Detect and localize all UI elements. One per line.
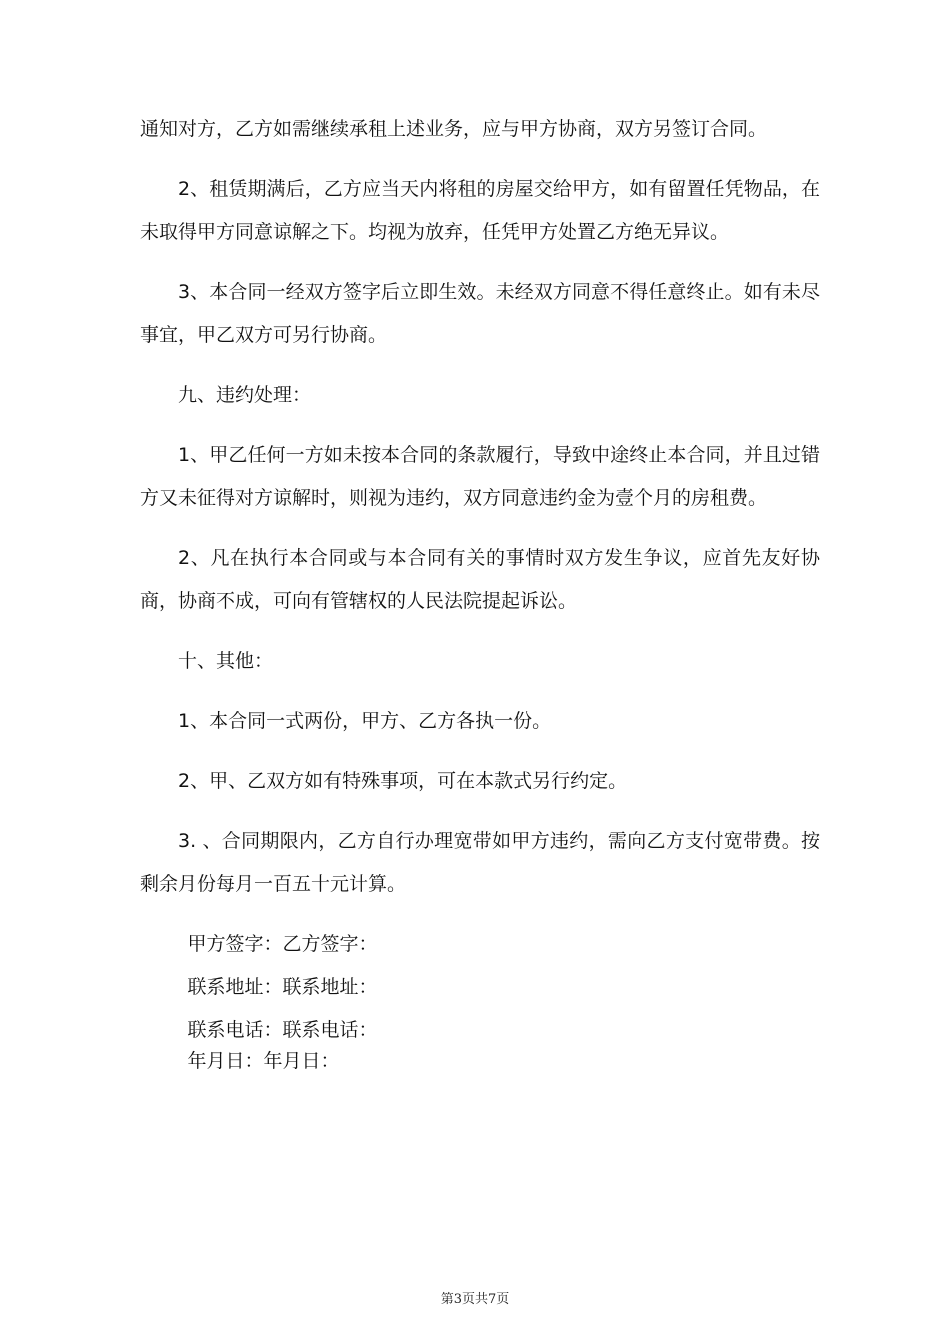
paragraph-clause-8-3: 3、本合同一经双方签字后立即生效。未经双方同意不得任意终止。如有未尽事宜，甲乙双方可另行协商。 — [140, 281, 820, 346]
paragraph-clause-9-2: 2、凡在执行本合同或与本合同有关的事情时双方发生争议，应首先友好协商，协商不成，可向有管辖权的人民法院提起诉讼。 — [140, 547, 820, 612]
signature-line-parties: 甲方签字：乙方签字： — [187, 933, 378, 955]
document-body — [140, 108, 820, 1083]
paragraph-continuation: 通知对方，乙方如需继续承租上述业务，应与甲方协商，双方另签订合同。 — [140, 118, 768, 140]
section-heading-breach: 九、违约处理： — [178, 384, 312, 406]
paragraph-clause-10-3: 3. 、合同期限内，乙方自行办理宽带如甲方违约，需向乙方支付宽带费。按剩余月份每月一百五十元计算。 — [140, 830, 820, 895]
signature-line-date: 年月日：年月日： — [187, 1050, 340, 1072]
page-number-footer: 第3页共7页 — [440, 1292, 510, 1307]
paragraph-clause-8-2: 2、租赁期满后，乙方应当天内将租的房屋交给甲方，如有留置任凭物品，在未取得甲方同意谅解之下。均视为放弃，任凭甲方处置乙方绝无异议。 — [140, 178, 820, 243]
paragraph-clause-10-1: 1、本合同一式两份，甲方、乙方各执一份。 — [178, 710, 552, 732]
signature-line-address: 联系地址：联系地址： — [187, 976, 378, 998]
paragraph-clause-10-2: 2、甲、乙双方如有特殊事项，可在本款式另行约定。 — [178, 770, 628, 792]
section-heading-other: 十、其他： — [178, 650, 274, 672]
paragraph-clause-9-1: 1、甲乙任何一方如未按本合同的条款履行，导致中途终止本合同，并且过错方又未征得对方谅解时，则视为违约，双方同意违约金为壹个月的房租费。 — [140, 444, 820, 509]
signature-line-phone: 联系电话：联系电话： — [187, 1019, 378, 1041]
